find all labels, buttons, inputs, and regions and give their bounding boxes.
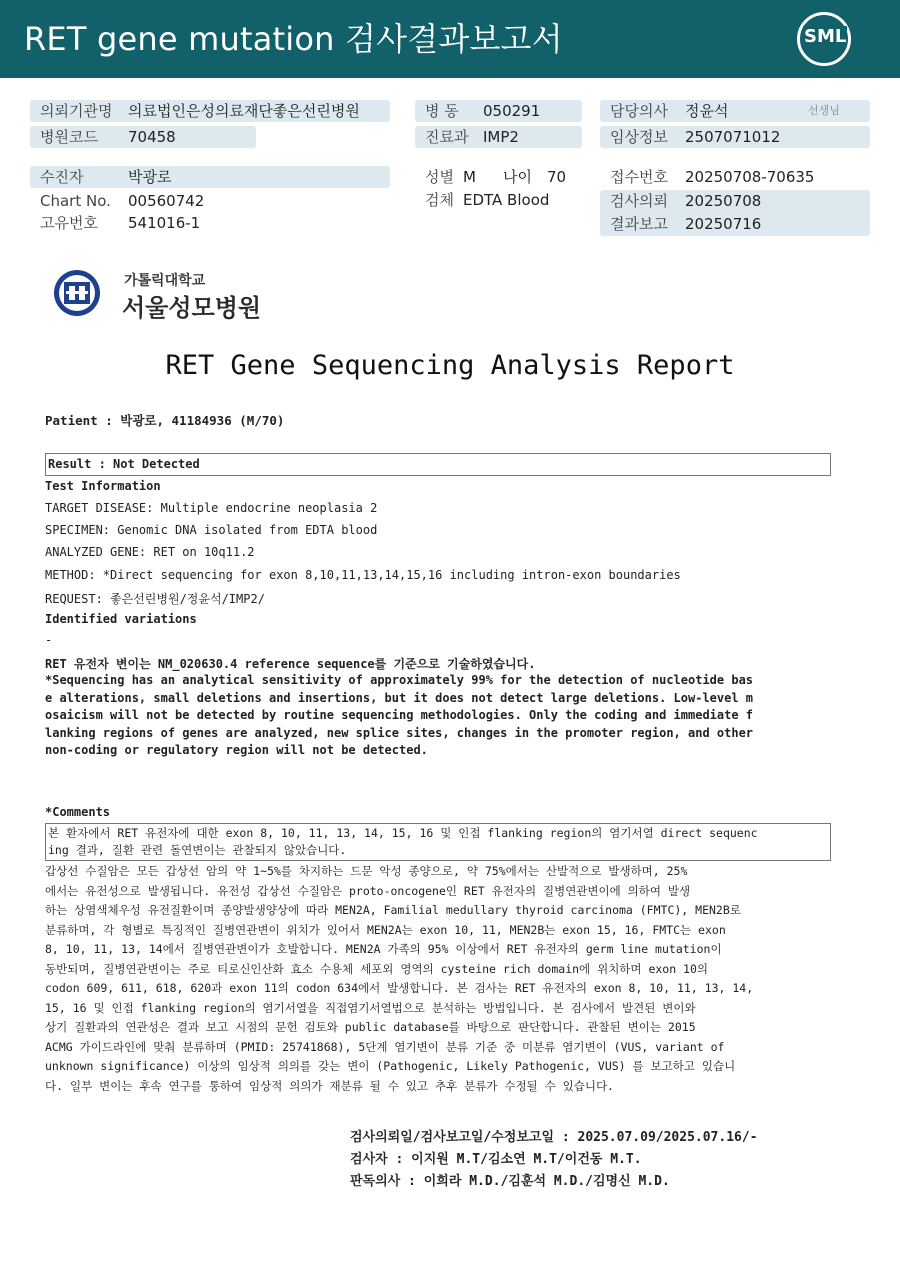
- sensitivity-line: e alterations, small deletions and insertions, but it does not detect large deletions. Low-level m: [45, 690, 754, 705]
- dates-line: 검사의뢰일/검사보고일/수정보고일 : 2025.07.09/2025.07.16/-: [350, 1130, 758, 1145]
- clinical-value: 2507071012: [685, 128, 781, 146]
- specimen-line: SPECIMEN: Genomic DNA isolated from EDTA blood: [45, 523, 378, 537]
- sex-value: M: [463, 168, 476, 186]
- request-label: 검사의뢰: [610, 192, 668, 210]
- patient-value: 박광로: [128, 168, 172, 186]
- hospital-code-row: [30, 126, 256, 148]
- comment-line: 분류하며, 각 형별로 특징적인 질병연관변이 위치가 있어서 MEN2A는 exon 10, 11, MEN2B는 exon 15, 16, FMTC는 exon: [45, 922, 726, 937]
- doctor-value: 정윤석: [685, 102, 729, 120]
- result-line: Result : Not Detected: [48, 457, 200, 471]
- result-label: 결과보고: [610, 215, 668, 233]
- report-header-title: RET gene mutation 검사결과보고서: [24, 20, 563, 58]
- result-row: [600, 213, 870, 235]
- comment-line: 에서는 유전성으로 발생됩니다. 유전성 갑상선 수질암은 proto-oncogene인 RET 유전자의 질병연관변이에 의하여 발생: [45, 883, 691, 898]
- sensitivity-line: lanking regions of genes are analyzed, new splice sites, changes in the promoter region, and other: [45, 725, 754, 740]
- comment-paragraph: [45, 862, 835, 1096]
- chart-label: Chart No.: [40, 192, 111, 210]
- tester-line: 검사자 : 이지원 M.T/김소연 M.T/이건동 M.T.: [350, 1152, 642, 1167]
- sex-age-row: [415, 166, 595, 188]
- hospital-name: 서울성모병원: [122, 294, 262, 322]
- reference-note: RET 유전자 변이는 NM_020630.4 reference sequence를 기준으로 기술하였습니다.: [45, 657, 536, 671]
- comment-line: 갑상선 수질암은 모든 갑상선 암의 약 1~5%를 차지하는 드문 악성 종양으로, 약 75%에서는 산발적으로 발생하며, 25%: [45, 864, 688, 878]
- patient-row: [30, 166, 390, 188]
- comments-heading: *Comments: [45, 805, 111, 819]
- specimen-row: [415, 189, 595, 211]
- comment-line: ACMG 가이드라인에 맞춰 분류하며 (PMID: 25741868), 5단계 염기변이 분류 기준 중 미분류 염기변이 (VUS, variant of: [45, 1039, 725, 1054]
- comment-line: 다. 일부 변이는 후속 연구를 통하여 임상적 의의가 재분류 될 수 있고 추후 분류가 수정될 수 있습니다.: [45, 1078, 614, 1093]
- sensitivity-paragraph: [45, 672, 835, 760]
- doctor-label: 담당의사: [610, 102, 668, 120]
- sensitivity-line: *Sequencing has an analytical sensitivity of approximately 99% for the detection of nucleotide bas: [45, 673, 754, 687]
- hospital-code-value: 70458: [128, 128, 176, 146]
- patient-label: 수진자: [40, 168, 84, 186]
- comment-line: 하는 상염색체우성 유전질환이며 종양발생양상에 따라 MEN2A, Familial medullary thyroid carcinoma (FMTC), MEN2B로: [45, 903, 741, 917]
- comment-line: 8, 10, 11, 13, 14에서 질병연관변이가 호발합니다. MEN2A 가족의 95% 이상에서 RET 유전자의 germ line mutation이: [45, 942, 722, 956]
- receipt-value: 20250708-70635: [685, 168, 815, 186]
- unique-row: [30, 212, 390, 234]
- department-row: [415, 126, 582, 148]
- patient-line: Patient : 박광로, 41184936 (M/70): [45, 413, 285, 428]
- request-line: REQUEST: 좋은선린병원/정윤석/IMP2/: [45, 592, 265, 606]
- chart-value: 00560742: [128, 192, 205, 210]
- test-info-heading: Test Information: [45, 479, 161, 493]
- analyzed-gene: ANALYZED GENE: RET on 10q11.2: [45, 545, 255, 559]
- header-bar: [0, 0, 900, 78]
- report-title: RET Gene Sequencing Analysis Report: [165, 350, 735, 381]
- variations-value: -: [45, 633, 53, 647]
- request-value: 20250708: [685, 192, 762, 210]
- comment-line: codon 609, 611, 618, 620과 exon 11의 codon 634에서 발생합니다. 본 검사는 RET 유전자의 exon 8, 10, 11, 13, 14,: [45, 981, 754, 995]
- receipt-row: [600, 166, 870, 188]
- request-row: [600, 190, 870, 212]
- variations-heading: Identified variations: [45, 612, 197, 626]
- comment-box-line: 본 환자에서 RET 유전자에 대한 exon 8, 10, 11, 13, 14, 15, 16 및 인접 flanking region의 염기서열 direct sequenc: [48, 826, 758, 840]
- clinical-label: 임상정보: [610, 128, 668, 146]
- comment-box-line: ing 결과, 질환 관련 돌연변이는 관찰되지 않았습니다.: [48, 842, 347, 857]
- comment-line: 동반되며, 질병연관변이는 주로 티로신인산화 효소 수용체 세포외 영역의 cysteine rich domain에 위치하며 exon 10의: [45, 961, 709, 976]
- ward-label: 병 동: [425, 102, 459, 120]
- sml-logo: [797, 12, 851, 66]
- ward-value: 050291: [483, 102, 541, 120]
- sensitivity-line: non-coding or regulatory region will not be detected.: [45, 743, 428, 757]
- university-name: 가톨릭대학교: [124, 273, 206, 289]
- catholic-emblem-icon: [44, 268, 110, 318]
- target-disease: TARGET DISEASE: Multiple endocrine neoplasia 2: [45, 501, 378, 515]
- institution-value: 의료법인은성의료재단좋은선린병원: [128, 102, 360, 120]
- unique-label: 고유번호: [40, 214, 98, 232]
- comment-line: 상기 질환과의 연관성은 결과 보고 시점의 문헌 검토와 public database를 바탕으로 판단합니다. 관찰된 변이는 2015: [45, 1020, 696, 1034]
- ward-row: [415, 100, 582, 122]
- age-label: 나이: [503, 168, 532, 186]
- comment-box-text: [48, 825, 838, 858]
- doctor-row: [600, 100, 870, 122]
- hospital-code-label: 병원코드: [40, 128, 98, 146]
- institution-row: [30, 100, 390, 122]
- doctor-suffix: 선생님: [808, 104, 840, 117]
- sensitivity-line: osaicism will not be detected by routine sequencing methodologies. Only the coding and immediate f: [45, 708, 754, 722]
- department-label: 진료과: [425, 128, 469, 146]
- reader-line: 판독의사 : 이희라 M.D./김훈석 M.D./김명신 M.D.: [350, 1174, 670, 1189]
- sex-label: 성별: [425, 168, 454, 186]
- unique-value: 541016-1: [128, 214, 201, 232]
- result-value: 20250716: [685, 215, 762, 233]
- clinical-row: [600, 126, 870, 148]
- method-line: METHOD: *Direct sequencing for exon 8,10,11,13,14,15,16 including intron-exon boundaries: [45, 568, 681, 582]
- institution-label: 의뢰기관명: [40, 102, 113, 120]
- age-value: 70: [547, 168, 567, 186]
- specimen-label: 검체: [425, 191, 454, 209]
- chart-row: [30, 190, 390, 212]
- department-value: IMP2: [483, 128, 519, 146]
- receipt-label: 접수번호: [610, 168, 668, 186]
- comment-line: 15, 16 및 인접 flanking region의 염기서열을 직접염기서열법으로 분석하는 방법입니다. 본 검사에서 발견된 변이와: [45, 1000, 696, 1015]
- logo-text: SML: [804, 26, 847, 47]
- comment-line: unknown significance) 이상의 임상적 의의를 갖는 변이 (Pathogenic, Likely Pathogenic, VUS) 를 보고하고 있습니: [45, 1059, 736, 1073]
- specimen-value: EDTA Blood: [463, 191, 550, 209]
